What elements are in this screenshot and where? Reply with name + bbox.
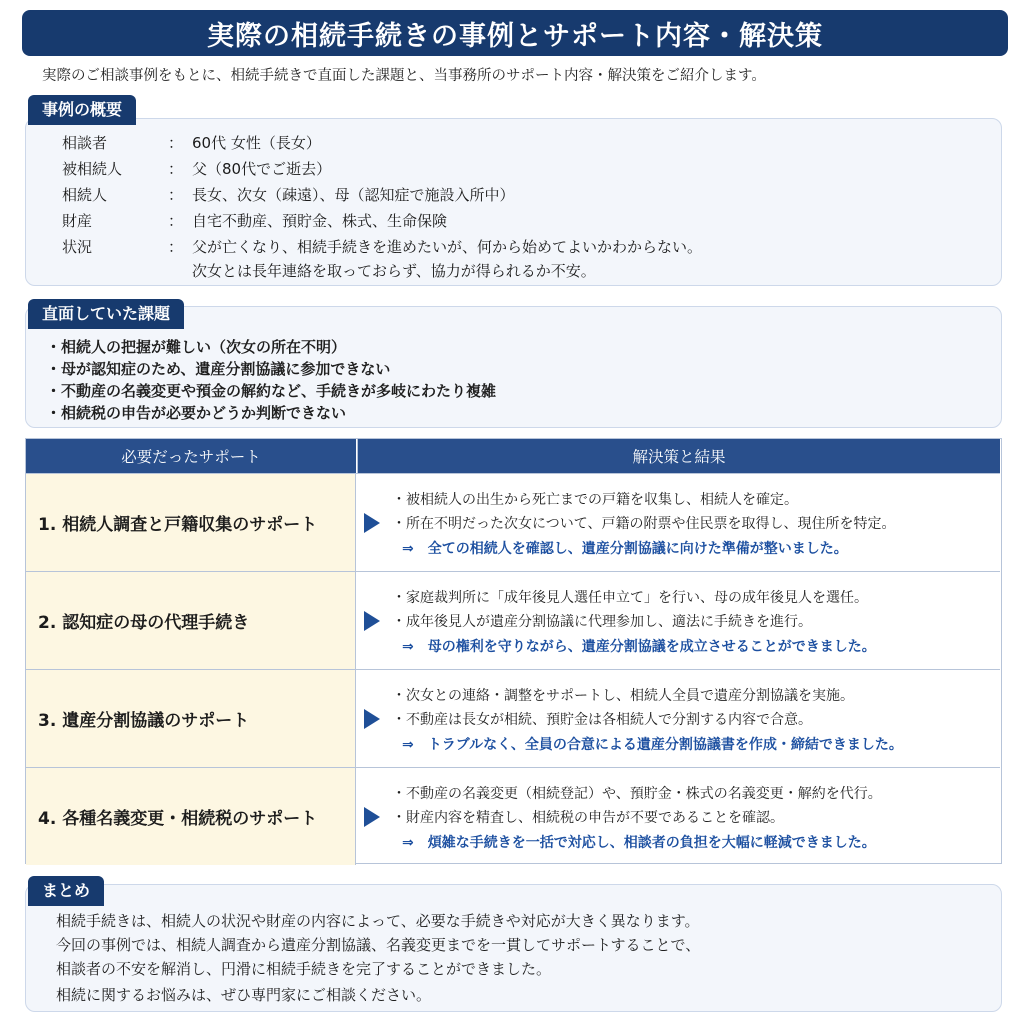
support-table [25, 438, 1002, 864]
summary-line: 相続手続きは、相続人の状況や財産の内容によって、必要な手続きや対応が大きく異なります。 [56, 912, 700, 930]
table-row [26, 669, 1000, 767]
summary-line: 相談者の不安を解消し、円滑に相続手続きを完了することができました。 [56, 960, 552, 978]
overview-colon: ： [168, 160, 184, 178]
support-item: 3. 遺産分割協議のサポート [26, 670, 356, 767]
table-header-support: 必要だったサポート [26, 439, 356, 473]
title-bar [22, 10, 1008, 56]
result-line: ⇒ トラブルなく、全員の合意による遺産分割協議書を作成・締結できました。 [402, 737, 903, 753]
issue-item: ・相続人の把握が難しい（次女の所在不明） [46, 338, 347, 356]
intro-text: 実際のご相談事例をもとに、相続手続きで直面した課題と、当事務所のサポート内容・解決策をご紹介します。 [42, 68, 766, 84]
overview-label: 相談者 [62, 134, 108, 152]
solution-line: ・不動産の名義変更（相続登記）や、預貯金・株式の名義変更・解約を代行。 [392, 786, 882, 802]
overview-colon: ： [168, 212, 184, 230]
arrow-right-icon [364, 709, 380, 729]
arrow-right-icon [364, 807, 380, 827]
overview-label: 相続人 [62, 186, 108, 204]
arrow-right-icon [364, 513, 380, 533]
overview-label: 状況 [62, 238, 93, 256]
summary-tab: まとめ [28, 876, 104, 906]
overview-row-consultant [62, 132, 952, 154]
overview-value: 父が亡くなり、相続手続きを進めたいが、何から始めてよいかわからない。 [192, 238, 703, 256]
summary-line: 今回の事例では、相続人調査から遺産分割協議、名義変更までを一貫してサポートすることで、 [56, 936, 701, 954]
overview-row-assets [62, 210, 952, 232]
page-title: 実際の相続手続きの事例とサポート内容・解決策 [207, 20, 823, 52]
table-row [26, 473, 1000, 571]
overview-row-situation-2 [192, 260, 596, 282]
table-row [26, 767, 1000, 865]
issue-item: ・相続税の申告が必要かどうか判断できない [46, 404, 347, 422]
solution-line: ・不動産は長女が相続、預貯金は各相続人で分割する内容で合意。 [392, 712, 812, 728]
overview-value: 自宅不動産、預貯金、株式、生命保険 [192, 212, 448, 230]
solution-line: ・被相続人の出生から死亡までの戸籍を収集し、相続人を確定。 [392, 492, 798, 508]
overview-value: 次女とは長年連絡を取っておらず、協力が得られるか不安。 [192, 262, 596, 280]
issue-item: ・不動産の名義変更や預金の解約など、手続きが多岐にわたり複雑 [46, 382, 497, 400]
result-line: ⇒ 母の権利を守りながら、遺産分割協議を成立させることができました。 [402, 639, 876, 655]
table-header-solution: 解決策と結果 [357, 439, 1000, 473]
arrow-right-icon [364, 611, 380, 631]
overview-row-situation [62, 236, 952, 258]
result-line: ⇒ 全ての相続人を確認し、遺産分割協議に向けた準備が整いました。 [402, 541, 848, 557]
summary-line: 相続に関するお悩みは、ぜひ専門家にご相談ください。 [56, 986, 432, 1004]
overview-label: 被相続人 [62, 160, 123, 178]
overview-colon: ： [168, 186, 184, 204]
solution-line: ・所在不明だった次女について、戸籍の附票や住民票を取得し、現住所を特定。 [392, 516, 896, 532]
solution-line: ・次女との連絡・調整をサポートし、相続人全員で遺産分割協議を実施。 [392, 688, 854, 704]
overview-tab: 事例の概要 [28, 95, 136, 125]
overview-value: 60代 女性（長女） [192, 134, 321, 152]
support-item: 4. 各種名義変更・相続税のサポート [26, 768, 356, 865]
overview-value: 長女、次女（疎遠）、母（認知症で施設入所中） [192, 186, 515, 204]
support-item: 1. 相続人調査と戸籍収集のサポート [26, 474, 356, 571]
table-row [26, 571, 1000, 669]
issue-item: ・母が認知症のため、遺産分割協議に参加できない [46, 360, 391, 378]
solution-line: ・家庭裁判所に「成年後見人選任申立て」を行い、母の成年後見人を選任。 [392, 590, 868, 606]
result-line: ⇒ 煩雑な手続きを一括で対応し、相談者の負担を大幅に軽減できました。 [402, 835, 876, 851]
support-item: 2. 認知症の母の代理手続き [26, 572, 356, 669]
overview-colon: ： [168, 238, 184, 256]
overview-row-heirs [62, 184, 952, 206]
overview-value: 父（80代でご逝去） [192, 160, 332, 178]
overview-label: 財産 [62, 212, 93, 230]
solution-line: ・財産内容を精査し、相続税の申告が不要であることを確認。 [392, 810, 784, 826]
issues-tab: 直面していた課題 [28, 299, 184, 329]
solution-line: ・成年後見人が遺産分割協議に代理参加し、適法に手続きを進行。 [392, 614, 812, 630]
overview-colon: ： [168, 134, 184, 152]
overview-row-deceased [62, 158, 952, 180]
